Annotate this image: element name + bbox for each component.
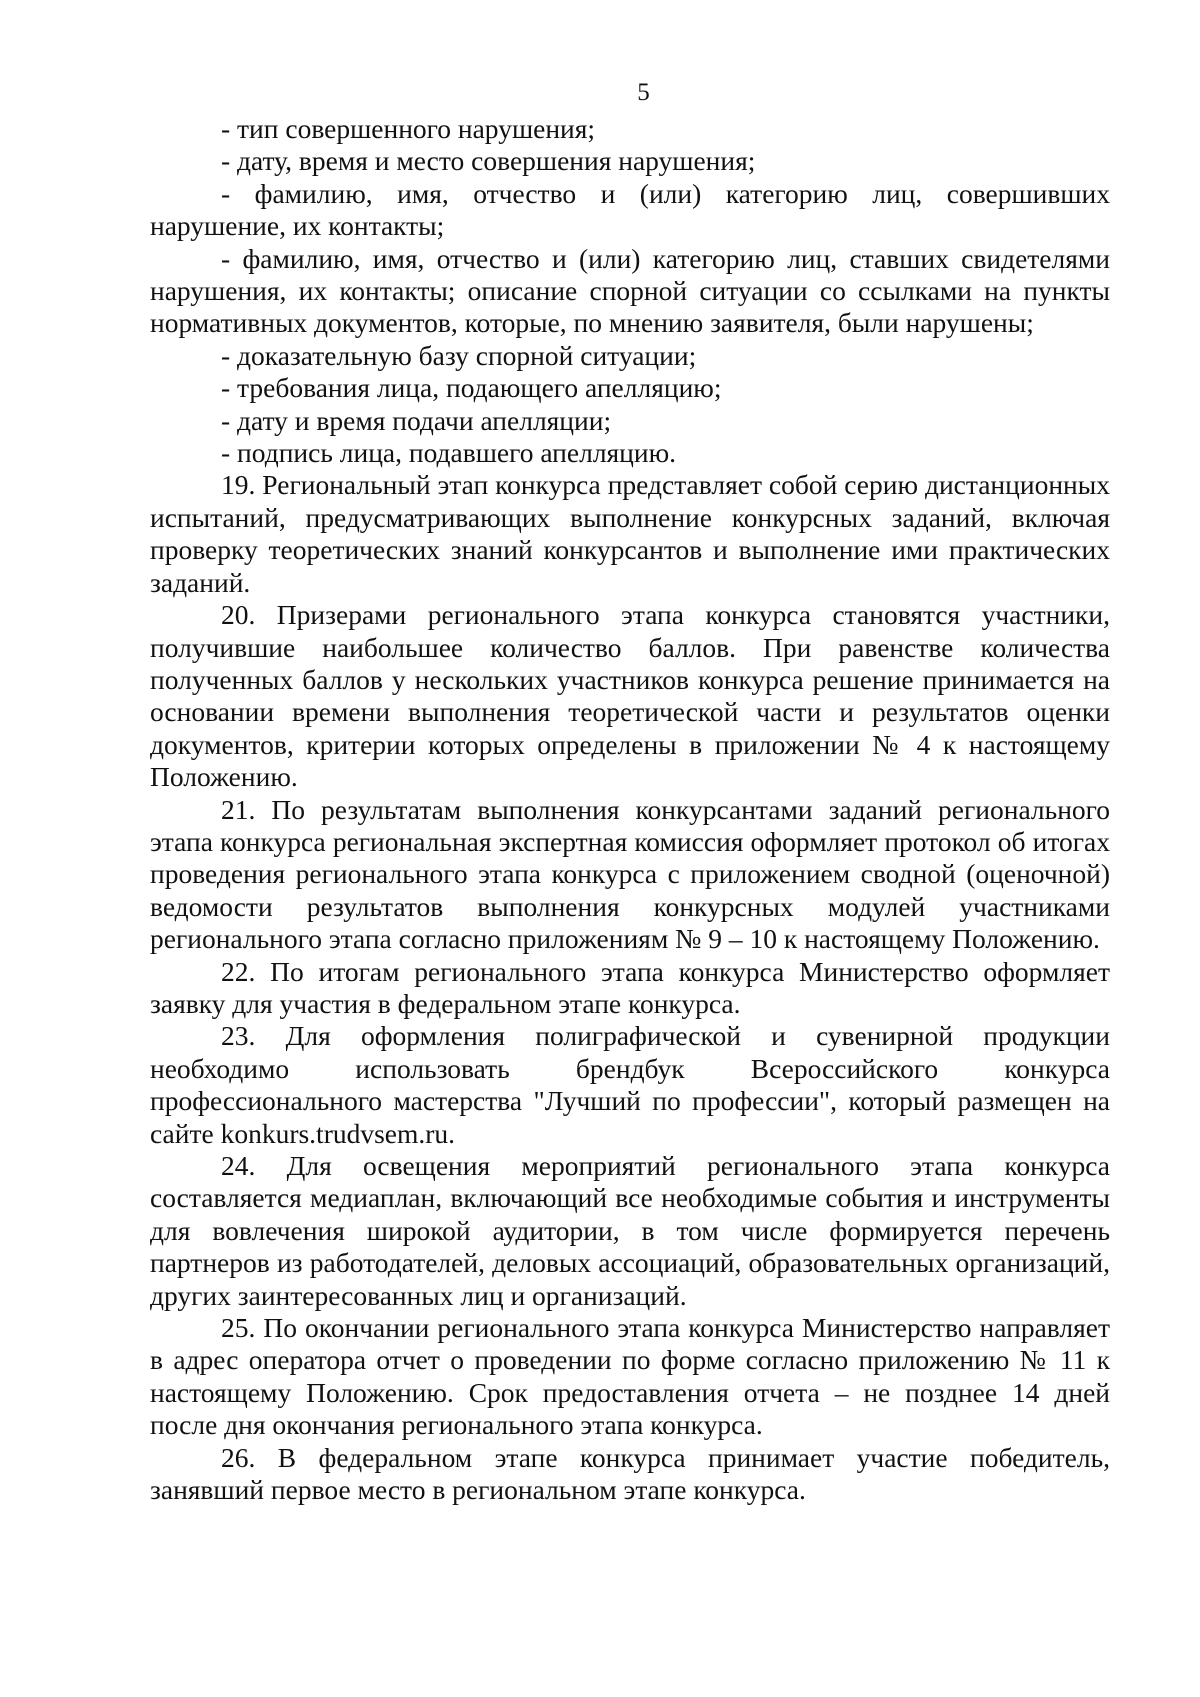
paragraph-20: 20. Призерами регионального этапа конкурса становятся участники, получившие наибольшее количество баллов. При равенстве количества полученных баллов у нескольких участников конкурса решение принимается на основании времени выполнения теоретической части и результатов оценки документов, критерии которых определены в приложении № 4 к настоящему Положению. [150, 599, 1110, 793]
paragraph-evidence: - доказательную базу спорной ситуации; [221, 339, 697, 371]
paragraph-23: 23. Для оформления полиграфической и сувенирной продукции необходимо использовать брендбук Всероссийского конкурса профессионального мастерства "Лучший по профессии", который размещен на сайте konkurs.trudvsem.ru. [150, 1020, 1110, 1149]
page-number: 5 [637, 79, 650, 106]
paragraph-violation-type: - тип совершенного нарушения; [221, 113, 596, 144]
paragraph-26: 26. В федеральном этапе конкурса принимает участие победитель, занявший первое место в региональном этапе конкурса. [150, 1441, 1110, 1506]
document-body [150, 113, 1110, 1506]
paragraph-24: 24. Для освещения мероприятий регионального этапа конкурса составляется медиаплан, включающий все необходимые события и инструменты для вовлечения широкой аудитории, в том числе формируется перечень партнеров из работодателей, деловых ассоциаций, образовательных организаций, других заинтересованных лиц и организаций. [150, 1150, 1110, 1311]
paragraph-violation-date: - дату, время и место совершения нарушения; [221, 145, 756, 177]
paragraph-21: 21. По результатам выполнения конкурсантами заданий регионального этапа конкурса региональная экспертная комиссия оформляет протокол об итогах проведения регионального этапа конкурса с приложением сводной (оценочной) ведомости результатов выполнения конкурсных модулей участниками регионального этапа согласно приложениям № 9 – 10 к настоящему Положению. [150, 793, 1110, 955]
paragraph-witnesses: - фамилию, имя, отчество и (или) категорию лиц, ставших свидетелями нарушения, их контакты; описание спорной ситуации со ссылками на пункты нормативных документов, которые, по мнению заявителя, были нарушены; [150, 242, 1110, 339]
paragraph-signature: - подпись лица, подавшего апелляцию. [221, 437, 677, 469]
paragraph-violators: - фамилию, имя, отчество и (или) категорию лиц, совершивших нарушение, их контакты; [150, 177, 1110, 242]
paragraph-22: 22. По итогам регионального этапа конкурса Министерство оформляет заявку для участия в федеральном этапе конкурса. [150, 955, 1110, 1019]
paragraph-submission-date: - дату и время подачи апелляции; [221, 404, 612, 436]
paragraph-25: 25. По окончании регионального этапа конкурса Министерство направляет в адрес оператора отчет о проведении по форме согласно приложению № 11 к настоящему Положению. Срок предоставления отчета – не позднее 14 дней после дня окончания регионального этапа конкурса. [150, 1312, 1110, 1441]
paragraph-requirements: - требования лица, подающего апелляцию; [221, 372, 722, 404]
paragraph-19: 19. Региональный этап конкурса представляет собой серию дистанционных испытаний, предусматривающих выполнение конкурсных заданий, включая проверку теоретических знаний конкурсантов и выполнение ими практических заданий. [150, 469, 1110, 598]
